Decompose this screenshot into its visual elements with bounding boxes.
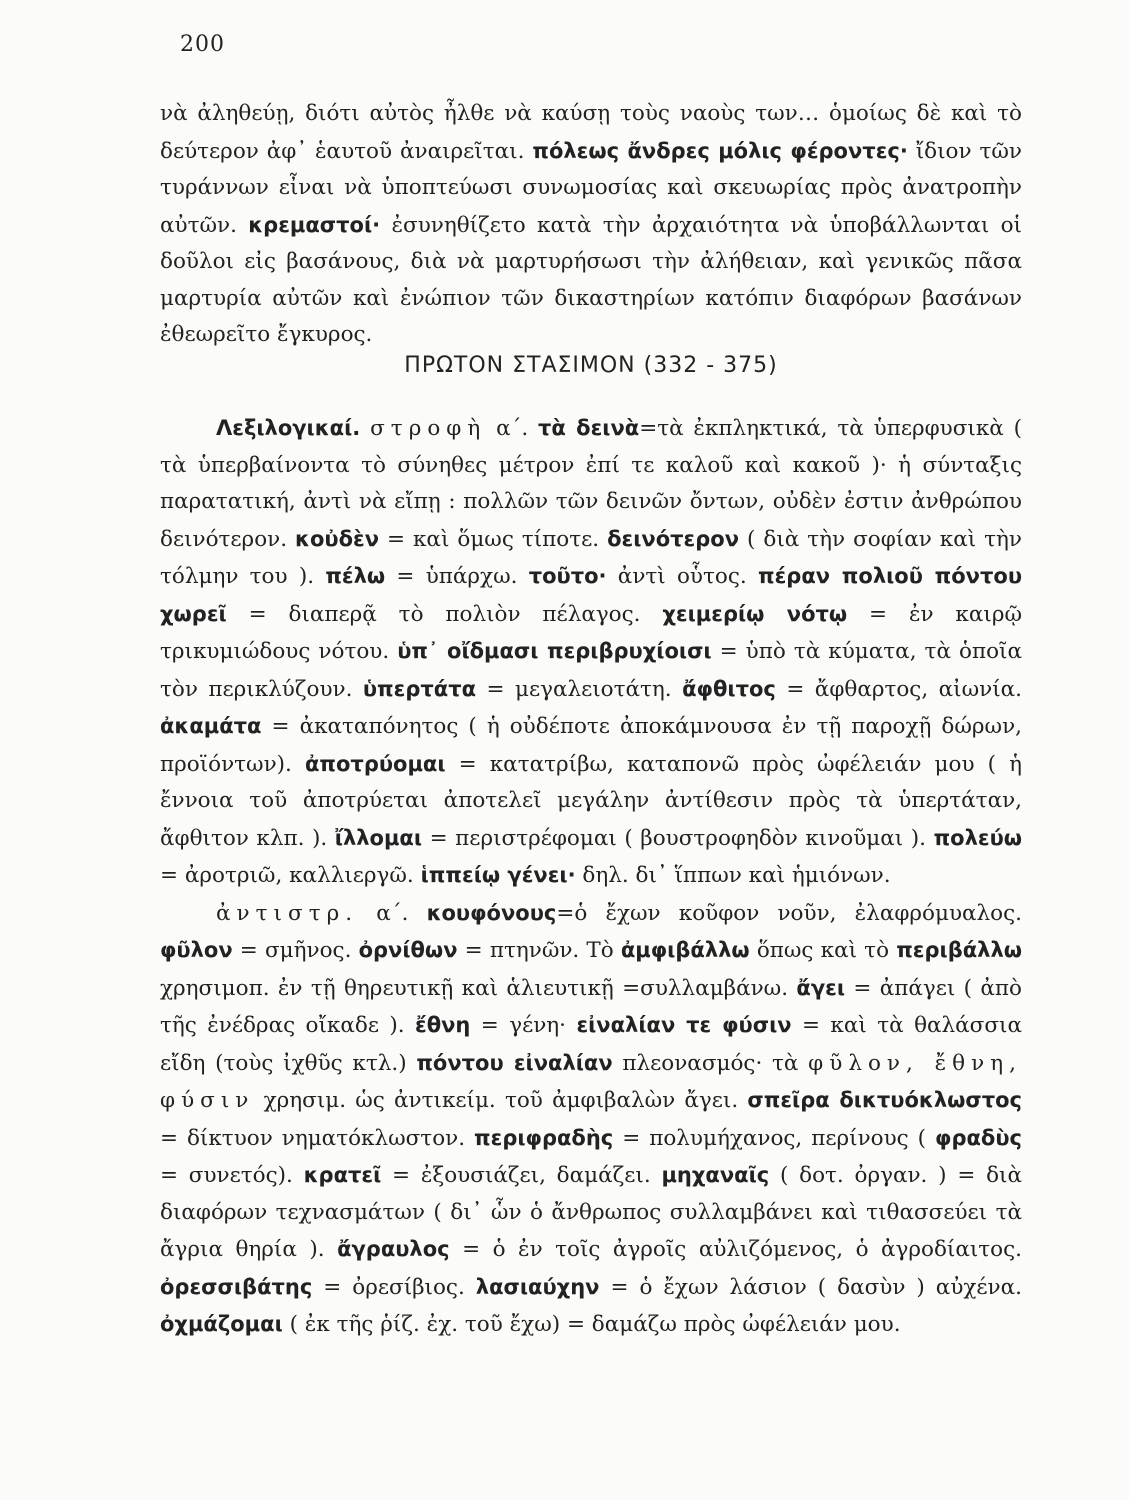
text-run: ( διὰ τὴν σοφίαν καὶ τὴν τόλμην του ). (160, 526, 1022, 589)
paragraph-vocabulary (160, 410, 1022, 1344)
text-run: = ἀροτριῶ, καλλιεργῶ. (160, 863, 421, 888)
lemma: ὑπερτάτα (362, 676, 477, 701)
text-run: δηλ. δι᾽ ἵππων καὶ ἡμιόνων. (575, 863, 891, 888)
text-run: ( ἐκ τῆς ῥίζ. ἐχ. τοῦ ἔχω) = δαμάζω πρὸς ὠφέλειάν μου. (282, 1312, 901, 1337)
text-run: = ἀκαταπόνητος ( ἡ οὐδέποτε ἀποκάμνουσα ἐν τῇ παροχῇ δώρων, προϊόντων). (160, 714, 1022, 777)
spaced-term: φῦλον, ἔθνη, φύσιν (160, 1050, 1022, 1113)
section-heading: ΠΡΩΤΟΝ ΣΤΑΣΙΜΟΝ (332 - 375) (404, 353, 778, 378)
lemma: πέραν πολιοῦ πόντου χωρεῖ (160, 564, 1022, 626)
lemma: ἀκαμάτα (160, 714, 262, 738)
text-run: α΄. (358, 900, 427, 926)
text-run: = καὶ τὰ θαλάσσια εἴδη (τοὺς ἰχθῦς κτλ.) (160, 1013, 1022, 1076)
lemma: ἄγει (796, 975, 846, 1000)
text-run: = πτηνῶν. Τὸ (457, 938, 621, 963)
lemma: πόντου εἰναλίαν (416, 1050, 613, 1075)
lemma: ἀμφιβάλλω (620, 938, 750, 962)
lemma: πολεύω (933, 825, 1023, 850)
lemma: τὰ δεινὰ (538, 416, 640, 440)
lemma: ἀποτρύομαι (304, 751, 446, 776)
spaced-term: ἀντιστρ. (216, 900, 359, 926)
lemma: ὀχμάζομαι (160, 1312, 283, 1336)
text-run: = ὑπάρχω. (385, 564, 529, 589)
lemma: μηχαναῖς (661, 1163, 770, 1187)
lemma: χειμερίῳ νότῳ (662, 601, 848, 626)
text-run: ὅπως καὶ τὸ (749, 938, 897, 963)
text-run: = σμῆνος. (232, 938, 359, 963)
text-run: = συνετός). (160, 1163, 304, 1188)
text-run: = ἐξουσιάζει, δαμάζει. (381, 1163, 662, 1188)
lemma: φῦλον (160, 938, 233, 962)
text-run: ἐσυνηθίζετο κατὰ τὴν ἀρχαιότητα νὰ ὑποβάλλωνται οἱ δοῦλοι εἰς βασάνους, διὰ νὰ μαρτυρήσωσι τὴν ἀλήθειαν, καὶ γενικῶς πᾶσα μαρτυρία αὐτῶν καὶ ἐνώπιον τῶν δικαστηρίων κατόπιν διαφόρων βασάνων ἐθεωρεῖτο ἔγκυρος. (160, 212, 1022, 347)
text-run: χρησιμοπ. ἐν τῇ θηρευτικῇ καὶ ἁλιευτικῇ =συλλαμβάνω. (160, 975, 797, 1001)
lemma: ὑπ᾽ οἴδμασι περιβρυχίοισι (397, 639, 712, 663)
text-run: ( δοτ. ὀργαν. ) = διὰ διαφόρων τεχνασμάτων ( δι᾽ ὧν ὁ ἄνθρωπος συλλαμβάνει καὶ τιθασσεύει τὰ ἄγρια θηρία ). (160, 1163, 1022, 1262)
text-run: ἴδιον τῶν τυράννων εἶναι νὰ ὑποπτεύωσι συνωμοσίας καὶ σκευωρίας πρὸς ἀνατροπὴν αὐτῶν. (160, 138, 1022, 238)
lemma: κοὐδὲν (295, 526, 379, 551)
lemma: τοῦτο· (528, 564, 607, 588)
text-run: νὰ ἀληθεύῃ, διότι αὐτὸς ἦλθε νὰ καύσῃ τοὺς ναοὺς των… ὁμοίως δὲ καὶ τὸ δεύτερον ἀφ᾽ ἑαυτοῦ ἀναιρεῖται. (160, 101, 1022, 164)
text-run: α΄. (486, 416, 539, 441)
lemma: ἔθνη (415, 1013, 471, 1037)
text-run: = μεγαλειοτάτη. (476, 676, 683, 702)
lemma: ὀρεσσιβάτης (160, 1274, 313, 1299)
spaced-term: στροφὴ (370, 416, 487, 441)
text-run: =τὰ ἐκπληκτικά, τὰ ὑπερφυσικὰ ( τὰ ὑπερβαίνοντα τὸ σύνηθες μέτρον ἐπί τε καλοῦ καὶ κακοῦ )· ἡ σύνταξις παρατατική, ἀντὶ νὰ εἴπῃ : πολλῶν τῶν δεινῶν ὄντων, οὐδὲν ἐστιν ἀνθρώπου δεινότερον. (160, 416, 1022, 552)
paragraph-commentary-end (160, 96, 1022, 354)
lemma: ἴλλομαι (334, 825, 423, 850)
text-run: = διαπερᾷ τὸ πολιὸν πέλαγος. (226, 601, 663, 627)
text-run: ἀντὶ οὗτος. (606, 564, 758, 589)
lemma: λασιαύχην (475, 1274, 600, 1299)
text-run: = ἄφθαρτος, αἰωνία. (775, 676, 1022, 702)
lemma: κουφόνους (426, 900, 557, 925)
text-run: = ὁ ἐν τοῖς ἀγροῖς αὐλιζόμενος, ὁ ἀγροδίαιτος. (449, 1237, 1022, 1262)
lemma: κρατεῖ (303, 1163, 382, 1187)
text-run: = ἀπάγει ( ἀπὸ τῆς ἐνέδρας οἴκαδε ). (160, 975, 1023, 1038)
text-run: = ἐν καιρῷ τρικυμιώδους νότου. (160, 601, 1022, 664)
text-run: χρησιμ. ὡς ἀντικείμ. τοῦ ἀμφιβαλὼν ἄγει. (254, 1088, 748, 1113)
text-run: πλεονασμός· τὰ (612, 1050, 809, 1076)
text-run: = κατατρίβω, καταπονῶ πρὸς ὠφέλειάν μου ( ἡ ἔννοια τοῦ ἀποτρύεται ἀποτελεῖ μεγάλην ἀντίθεσιν πρὸς τὰ ὑπερτάταν, ἄφθιτον κλπ. ). (160, 751, 1022, 851)
lemma: σπεῖρα δικτυόκλωστος (747, 1088, 1022, 1112)
lemma: κρεμαστοί· (248, 212, 381, 237)
text-run: = γένη· (470, 1013, 577, 1038)
text-run: = καὶ ὅμως τίποτε. (379, 526, 608, 552)
text-run: =ὁ ἔχων κοῦφον νοῦν, ἐλαφρόμυαλος. (556, 900, 1022, 926)
lemma: εἰναλίαν τε φύσιν (576, 1013, 792, 1037)
text-run: = περιστρέφομαι ( βουστροφηδὸν κινοῦμαι ). (422, 825, 934, 851)
section-label: Λεξιλογικαί. (216, 416, 361, 440)
lemma: πόλεως ἄνδρες μόλις φέροντες· (532, 138, 908, 163)
text-run: = δίκτυον νηματόκλωστον. (160, 1125, 475, 1151)
lemma: ὀρνίθων (358, 938, 458, 962)
page-number: 200 (180, 32, 225, 57)
text-run: = ὀρεσίβιος. (312, 1274, 476, 1300)
lemma: πέλω (325, 564, 386, 588)
lemma: περιβάλλω (896, 938, 1022, 962)
lemma: περιφραδὴς (474, 1125, 614, 1150)
lemma: ἄγραυλος (337, 1237, 450, 1261)
text-run: = ὑπὸ τὰ κύματα, τὰ ὁποῖα τὸν περικλύζουν. (160, 639, 1022, 702)
lemma: ἄφθιτος (682, 676, 776, 701)
lemma: φραδὺς (935, 1125, 1022, 1150)
lemma: δεινότερον (607, 526, 739, 551)
text-run: = ὁ ἔχων λάσιον ( δασὺν ) αὐχένα. (599, 1274, 1022, 1300)
text-run: = πολυμήχανος, περίνους ( (613, 1125, 936, 1151)
lemma: ἱππείῳ γένει· (420, 863, 576, 887)
